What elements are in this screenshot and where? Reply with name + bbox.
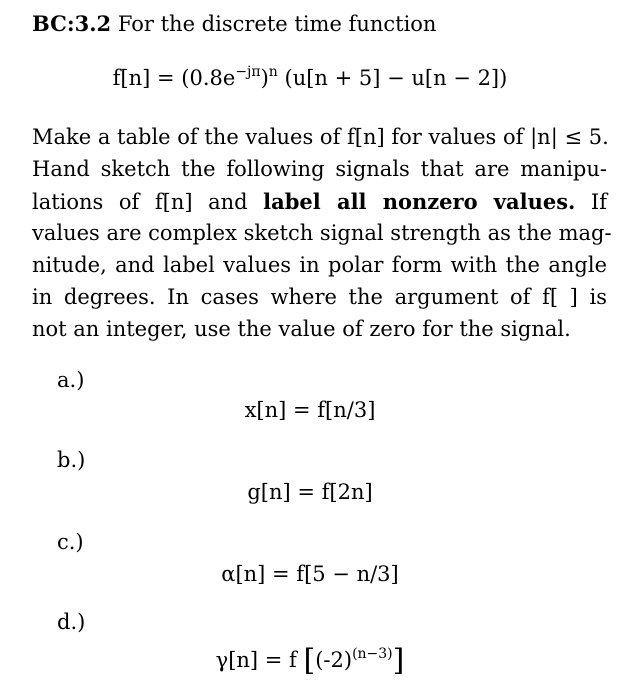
paragraph-line: in degrees. In cases where the argument of f[ ] is [32,284,607,309]
paragraph-line: not an integer, use the value of zero for the signal. [32,316,571,341]
paragraph-line: Make a table of the values of f[n] for values of |n| ≤ 5. [32,125,609,149]
part-a-label: a.) [57,368,85,392]
main-equation-exponent-n: n [268,64,278,80]
part-d-equation [0,643,620,678]
main-equation-lhs: f[n] = (0.8e [112,66,236,90]
paragraph-text: lations of f[n] and [32,189,264,214]
part-b-equation: g[n] = f[2n] [247,480,373,504]
part-d-exponent: (n−3) [352,646,393,662]
problem-heading [32,10,436,38]
main-equation-rhs: (u[n + 5] − u[n − 2]) [277,66,508,90]
part-c-equation: α[n] = f[5 − n/3] [221,562,399,586]
problem-title: For the discrete time function [117,12,437,36]
part-b-label: b.) [57,448,86,472]
part-c-label: c.) [57,530,84,554]
main-equation-mid: ) [260,66,269,90]
paragraph-bold-text: label all nonzero values. [263,188,576,214]
main-equation-exponent: −jπ [235,64,261,80]
part-d-base: (-2) [315,648,353,672]
paragraph-text: If [575,189,607,214]
paragraph-line-with-bold [32,186,607,219]
instructions-paragraph [32,122,612,346]
part-a-equation: x[n] = f[n/3] [244,398,376,422]
paragraph-line: Hand sketch the following signals that are manipu- [32,156,607,181]
paragraph-line: values are complex sketch signal strength as the mag- [32,221,612,246]
paragraph-line: nitude, and label values in polar form with the angle [32,253,607,278]
part-d-lhs: γ[n] = f [215,648,304,672]
main-equation [0,64,620,92]
part-d-close-bracket: ] [392,643,405,678]
part-d-open-bracket: [ [303,643,316,678]
problem-label: BC:3.2 [32,11,112,36]
part-d-label: d.) [57,610,86,634]
